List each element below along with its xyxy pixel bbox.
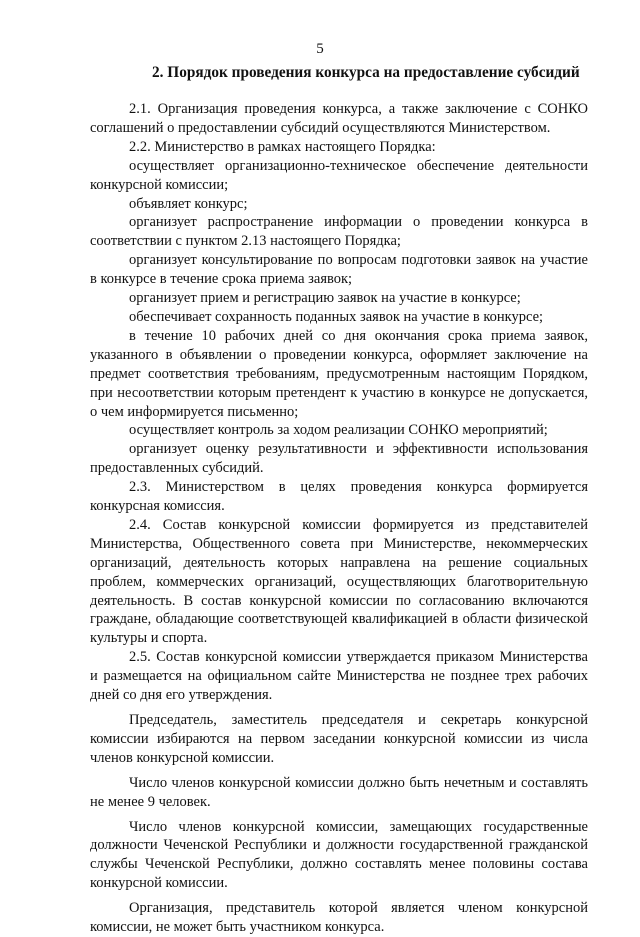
paragraph-conflict-of-interest: Организация, представитель которой является членом конкурсной комиссии, не может быть участником конкурса. — [90, 900, 588, 936]
list-item-registration: организует прием и регистрацию заявок на участие в конкурсе; — [129, 290, 521, 307]
list-item-evaluation: организует оценку результативности и эффективности использования предоставленных субсидий. — [90, 441, 588, 477]
paragraph-2-4: 2.4. Состав конкурсной комиссии формируется из представителей Министерства, Общественного совета при Министерстве, некоммерческих организаций, деятельность которых направлена на решение социальных проблем, коммерческих организаций, осуществляющих благотворительную деятельность. В состав конкурсной комиссии по согласованию включаются граждане, обладающие соответствующей квалификацией в области физической культуры и спорта. — [90, 516, 588, 647]
list-item-organizational-support: осуществляет организационно-техническое обеспечение деятельности конкурсной комиссии; — [90, 157, 588, 193]
list-item-safekeeping: обеспечивает сохранность поданных заявок на участие в конкурсе; — [129, 308, 544, 325]
paragraph-2-2: 2.2. Министерство в рамках настоящего Порядка: — [129, 138, 436, 155]
paragraph-2-1: 2.1. Организация проведения конкурса, а также заключение с СОНКО соглашений о предоставлении субсидий осуществляются Министерством. — [90, 101, 588, 136]
list-item-info-distribution: организует распространение информации о проведении конкурса в соответствии с пунктом 2.13 настоящего Порядка; — [90, 214, 588, 250]
paragraph-2-3: 2.3. Министерством в целях проведения конкурса формируется конкурсная комиссия. — [90, 479, 588, 515]
section-heading: 2. Порядок проведения конкурса на предоставление субсидий — [152, 64, 580, 81]
list-item-consulting: организует консультирование по вопросам подготовки заявок на участие в конкурсе в течение срока приема заявок; — [90, 252, 588, 288]
paragraph-civil-servants: Число членов конкурсной комиссии, замещающих государственные должности Чеченской Республики и должности государственной гражданской службы Чеченской Республики, должно составлять менее половины состава конкурсной комиссии. — [90, 818, 588, 892]
paragraph-2-5: 2.5. Состав конкурсной комиссии утверждается приказом Министерства и размещается на официальном сайте Министерства не позднее трех рабочих дней со дня его утверждения. — [90, 649, 588, 704]
list-item-monitoring: осуществляет контроль за ходом реализации СОНКО мероприятий; — [129, 422, 548, 439]
list-item-conclusion: в течение 10 рабочих дней со дня окончания срока приема заявок, указанного в объявлении о проведении конкурса, оформляет заключение на предмет соответствия требованиям, предусмотренным настоящим Порядком, при несоответствии которым претендент к участию в конкурсе не допускается, о чем информируется письменно; — [90, 327, 588, 420]
page-number: 5 — [316, 41, 324, 57]
paragraph-chairman: Председатель, заместитель председателя и секретарь конкурсной комиссии избираются на первом заседании конкурсной комиссии из числа членов конкурсной комиссии. — [90, 712, 588, 766]
document-body — [90, 100, 588, 937]
list-item-announces-contest: объявляет конкурс; — [129, 195, 248, 212]
paragraph-member-count: Число членов конкурсной комиссии должно быть нечетным и составлять не менее 9 человек. — [90, 774, 588, 810]
